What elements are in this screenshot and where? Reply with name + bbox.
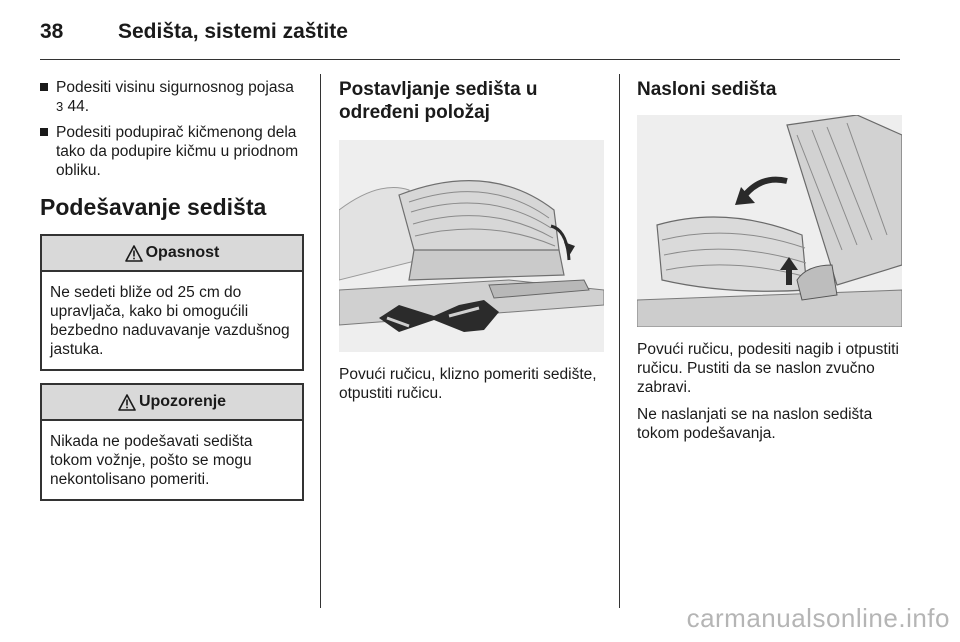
page-title: Sedišta, sistemi zaštite [118,20,348,43]
list-item [40,123,304,180]
page-header [40,18,900,58]
warning-triangle-icon [118,394,136,411]
warning-box-header [42,385,302,421]
seat-slide-drawing [339,140,604,352]
page-reference[interactable]: 44. [67,98,90,115]
danger-box-title: Opasnost [145,244,220,261]
column-right [637,78,902,443]
column-divider [619,74,620,608]
seatback-illustration [637,115,902,327]
seat-slide-illustration [339,140,604,352]
bullet-square-icon [40,83,48,91]
caption: Povući ručicu, klizno pomeriti sedište, otpustiti ručicu. [339,366,597,402]
page-reference-icon[interactable]: 3 [56,99,64,114]
danger-box-body: Ne sedeti bliže od 25 cm do upravljača, kako bi omogućili bezbedno naduvavanje vazdušnog jastuka. [50,284,290,358]
bullet-square-icon [40,128,48,136]
danger-box-header [42,236,302,272]
page-number: 38 [40,20,64,43]
warning-box [40,383,304,501]
caption: Povući ručicu, podesiti nagib i otpustiti ručicu. Pustiti da se naslon zvučno zabravi. [637,341,899,396]
section-heading: Podešavanje sedišta [40,194,267,220]
section-heading: Postavljanje sedišta u određeni položaj [339,79,538,123]
bullet-text: Podesiti podupirač kičmenong dela tako da podupire kičmu u priodnom obliku. [56,124,299,179]
column-left [40,78,304,513]
watermark: carmanualsonline.info [686,603,950,633]
bullet-text: Podesiti visinu sigurnosnog pojasa [56,79,294,96]
warning-box-body: Nikada ne podešavati sedišta tokom vožnje, pošto se mogu nekontolisano pomeriti. [50,433,253,488]
seatback-drawing [637,115,902,327]
bullet-list [40,78,304,180]
warning-triangle-icon [125,245,143,262]
danger-box [40,234,304,371]
column-divider [320,74,321,608]
section-heading: Nasloni sedišta [637,79,777,100]
column-middle [339,78,604,403]
header-rule [40,59,900,60]
warning-box-title: Upozorenje [138,393,227,410]
caption: Ne naslanjati se na naslon sedišta tokom podešavanja. [637,406,873,442]
list-item [40,78,304,116]
